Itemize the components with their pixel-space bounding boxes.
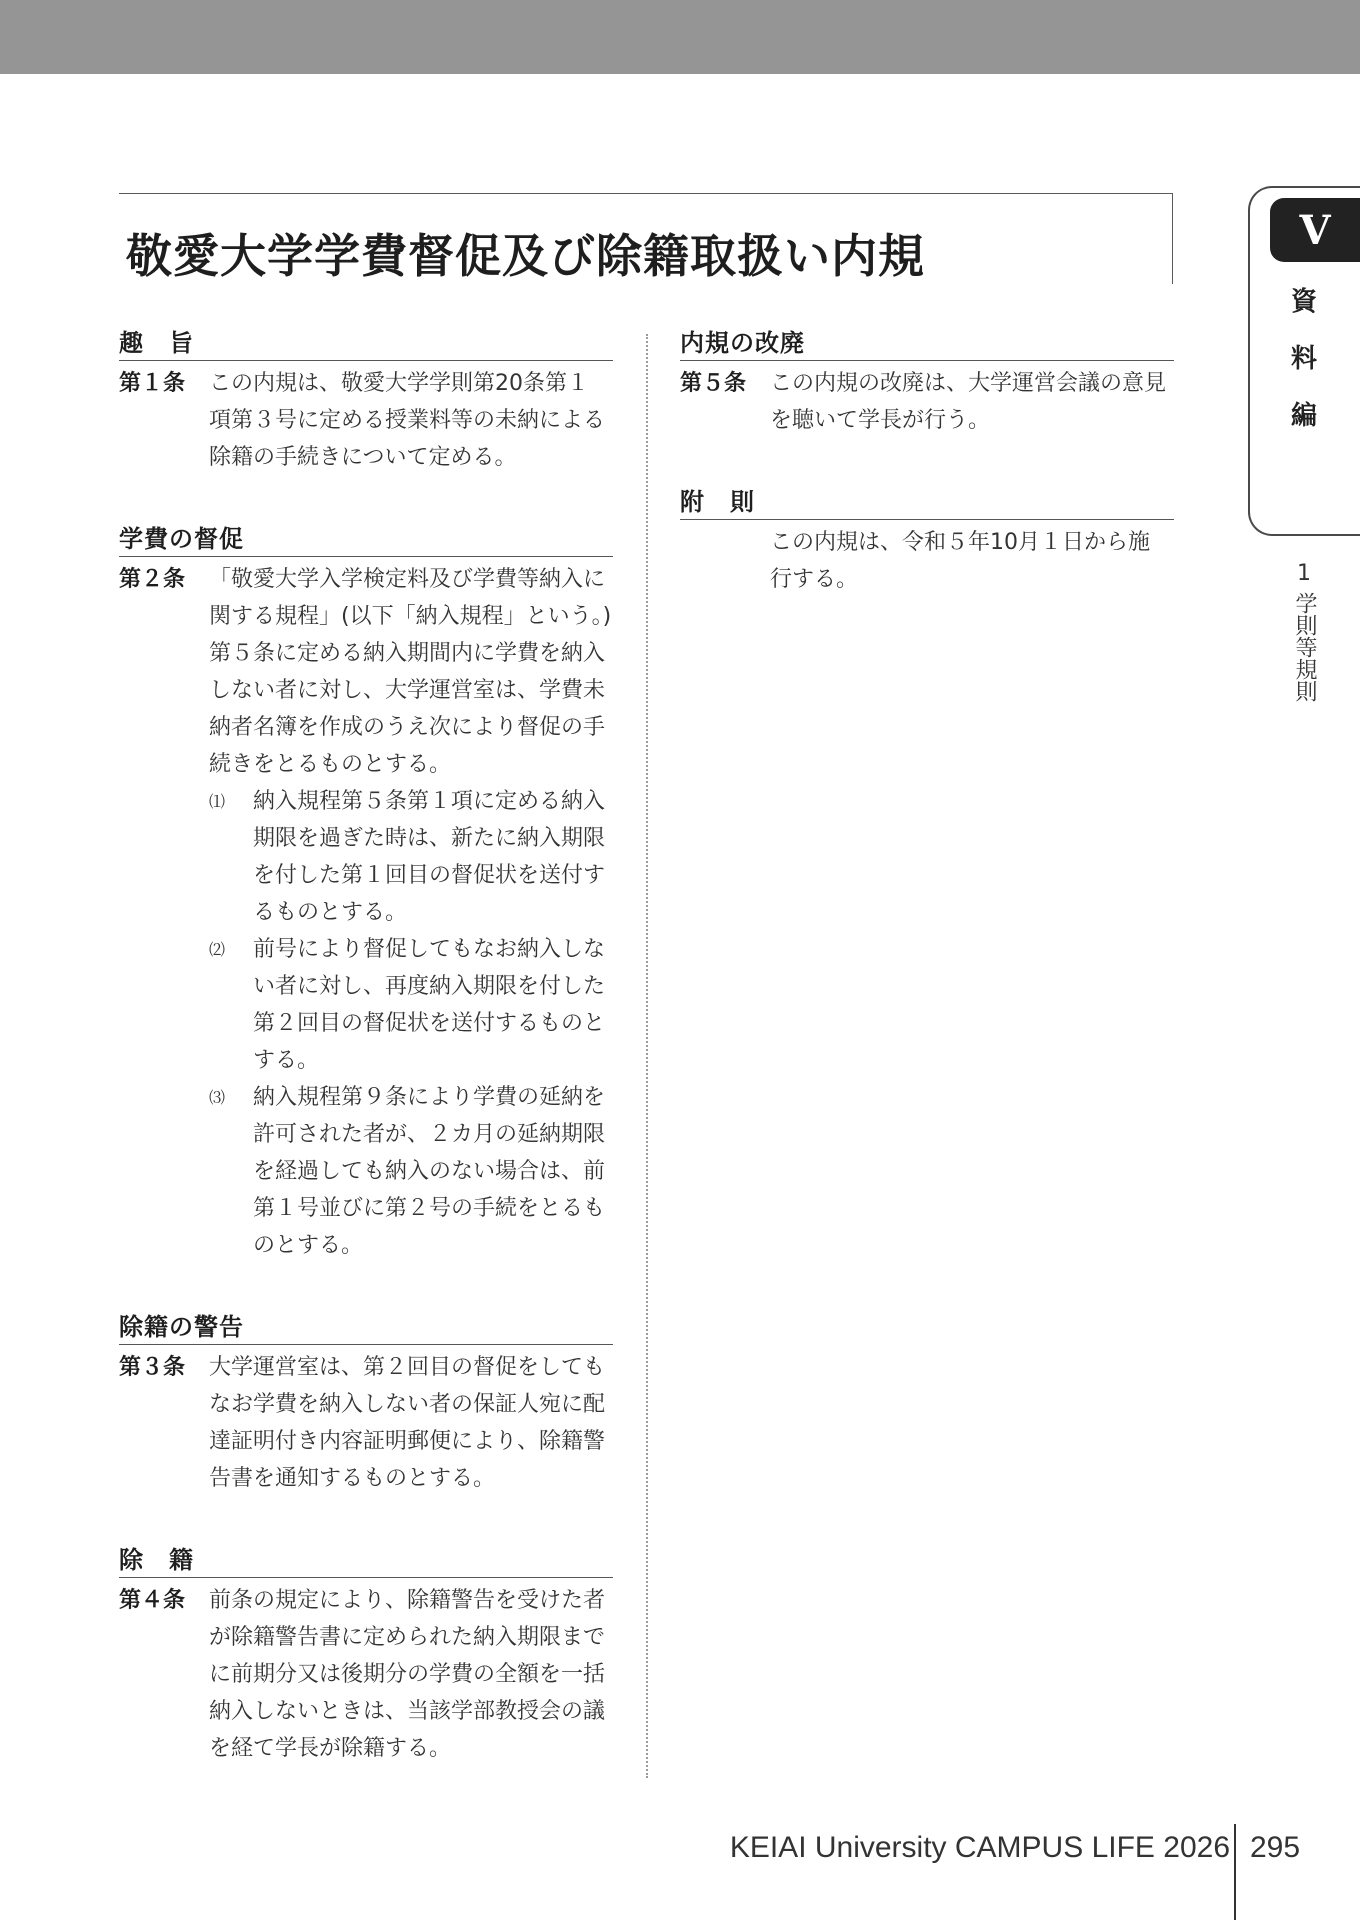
- chapter-number: V: [1270, 198, 1360, 262]
- list-item: [209, 783, 613, 931]
- text-line: 納入規程第９条により学費の延納を: [253, 1085, 606, 1110]
- list-item: [209, 1079, 613, 1264]
- text-line: るものとする。: [253, 900, 408, 925]
- item-number: ⑴: [209, 792, 226, 811]
- chapter-label-char: 資: [1290, 287, 1317, 317]
- section-heading: 除 籍: [119, 1543, 613, 1578]
- text-line: 達証明付き内容証明郵便により、除籍警: [209, 1429, 606, 1454]
- text-line: 第２回目の督促状を送付するものと: [253, 1011, 606, 1036]
- item-number: ⑵: [209, 940, 226, 959]
- section-heading: 内規の改廃: [680, 326, 1174, 361]
- text-line: を付した第１回目の督促状を送付す: [253, 863, 606, 888]
- section-heading: 除籍の警告: [119, 1310, 613, 1345]
- text-line: 行する。: [770, 567, 859, 592]
- column-divider: [646, 334, 648, 1778]
- footer-publication: KEIAI University CAMPUS LIFE 2026: [729, 1831, 1230, 1864]
- text-line: この内規の改廃は、大学運営会議の意見: [770, 371, 1167, 396]
- text-line: しない者に対し、大学運営室は、学費未: [209, 678, 606, 703]
- article-4: [119, 1582, 613, 1767]
- article-number: 第３条: [119, 1355, 186, 1380]
- section-heading: 附 則: [680, 485, 1174, 520]
- footer-divider: [1234, 1824, 1236, 1920]
- section-heading: 趣 旨: [119, 326, 613, 361]
- section-tokusoku: [119, 522, 613, 1264]
- text-line: 前号により督促してもなお納入しな: [253, 937, 606, 962]
- text-line: 「敬愛大学入学検定料及び学費等納入に: [209, 567, 606, 592]
- text-line: 期限を過ぎた時は、新たに納入期限: [253, 826, 606, 851]
- chapter-label-char: 編: [1290, 401, 1317, 431]
- article-1: [119, 365, 613, 476]
- text-line: 納入しないときは、当該学部教授会の議: [209, 1699, 606, 1724]
- article-number: 第１条: [119, 371, 186, 396]
- section-heading: 学費の督促: [119, 522, 613, 557]
- article-text: [209, 1582, 613, 1767]
- top-banner: [0, 0, 1360, 74]
- article-number: 第５条: [680, 371, 747, 396]
- article-5: [680, 365, 1174, 439]
- supplementary-provision: [680, 524, 1174, 598]
- text-line: 大学運営室は、第２回目の督促をしても: [209, 1355, 606, 1380]
- text-line: が除籍警告書に定められた納入期限まで: [209, 1625, 606, 1650]
- article-text: [209, 1349, 613, 1497]
- article-3: [119, 1349, 613, 1497]
- subsection-title: 学則等規則: [1292, 592, 1317, 702]
- text-line: 告書を通知するものとする。: [209, 1466, 496, 1491]
- article-text: [209, 365, 613, 476]
- text-line: 項第３号に定める授業料等の未納による: [209, 408, 606, 433]
- article-number: 第４条: [119, 1588, 186, 1613]
- item-text: [253, 1079, 613, 1264]
- text-line: この内規は、敬愛大学学則第20条第１: [209, 371, 589, 396]
- text-line: い者に対し、再度納入期限を付した: [253, 974, 606, 999]
- article-number: 第２条: [119, 567, 186, 592]
- text-line: 第１号並びに第２号の手続をとるも: [253, 1196, 606, 1221]
- article-text: [770, 365, 1174, 439]
- page-title: 敬愛大学学費督促及び除籍取扱い内規: [126, 229, 925, 283]
- text-line: を経て学長が除籍する。: [209, 1736, 452, 1761]
- text-line: のとする。: [253, 1233, 364, 1258]
- list-item: [209, 931, 613, 1079]
- text-line: を経過しても納入のない場合は、前: [253, 1159, 606, 1184]
- text-line: 除籍の手続きについて定める。: [209, 445, 517, 470]
- section-kaihai: [680, 326, 1174, 439]
- text-line: 第５条に定める納入期間内に学費を納入: [209, 641, 606, 666]
- text-line: 納入規程第５条第１項に定める納入: [253, 789, 606, 814]
- text-line: に前期分又は後期分の学費の全額を一括: [209, 1662, 606, 1687]
- section-joseki: [119, 1543, 613, 1767]
- subsection-number: 1: [1297, 561, 1311, 586]
- section-fusoku: [680, 485, 1174, 598]
- subsection-label: [1288, 556, 1320, 702]
- text-line: この内規は、令和５年10月１日から施: [770, 530, 1150, 555]
- item-number: ⑶: [209, 1088, 226, 1107]
- text-line: なお学費を納入しない者の保証人宛に配: [209, 1392, 606, 1417]
- item-text: [253, 931, 613, 1079]
- article-text: [770, 524, 1174, 598]
- section-shushi: [119, 326, 613, 476]
- chapter-label: [1276, 274, 1332, 445]
- text-line: 納者名簿を作成のうえ次により督促の手: [209, 715, 606, 740]
- right-column: [680, 326, 1174, 644]
- article-2: [119, 561, 613, 1264]
- text-line: 前条の規定により、除籍警告を受けた者: [209, 1588, 606, 1613]
- chapter-label-char: 料: [1290, 344, 1317, 374]
- text-line: 続きをとるものとする。: [209, 752, 452, 777]
- left-column: [119, 326, 613, 1813]
- item-text: [253, 783, 613, 931]
- text-line: を聴いて学長が行う。: [770, 408, 991, 433]
- text-line: 許可された者が、２カ月の延納期限: [253, 1122, 606, 1147]
- page-number: 295: [1250, 1831, 1301, 1864]
- section-keikoku: [119, 1310, 613, 1497]
- text-line: 関する規程」(以下「納入規程」という。): [209, 604, 612, 629]
- article-text: [209, 561, 613, 1264]
- text-line: する。: [253, 1048, 320, 1073]
